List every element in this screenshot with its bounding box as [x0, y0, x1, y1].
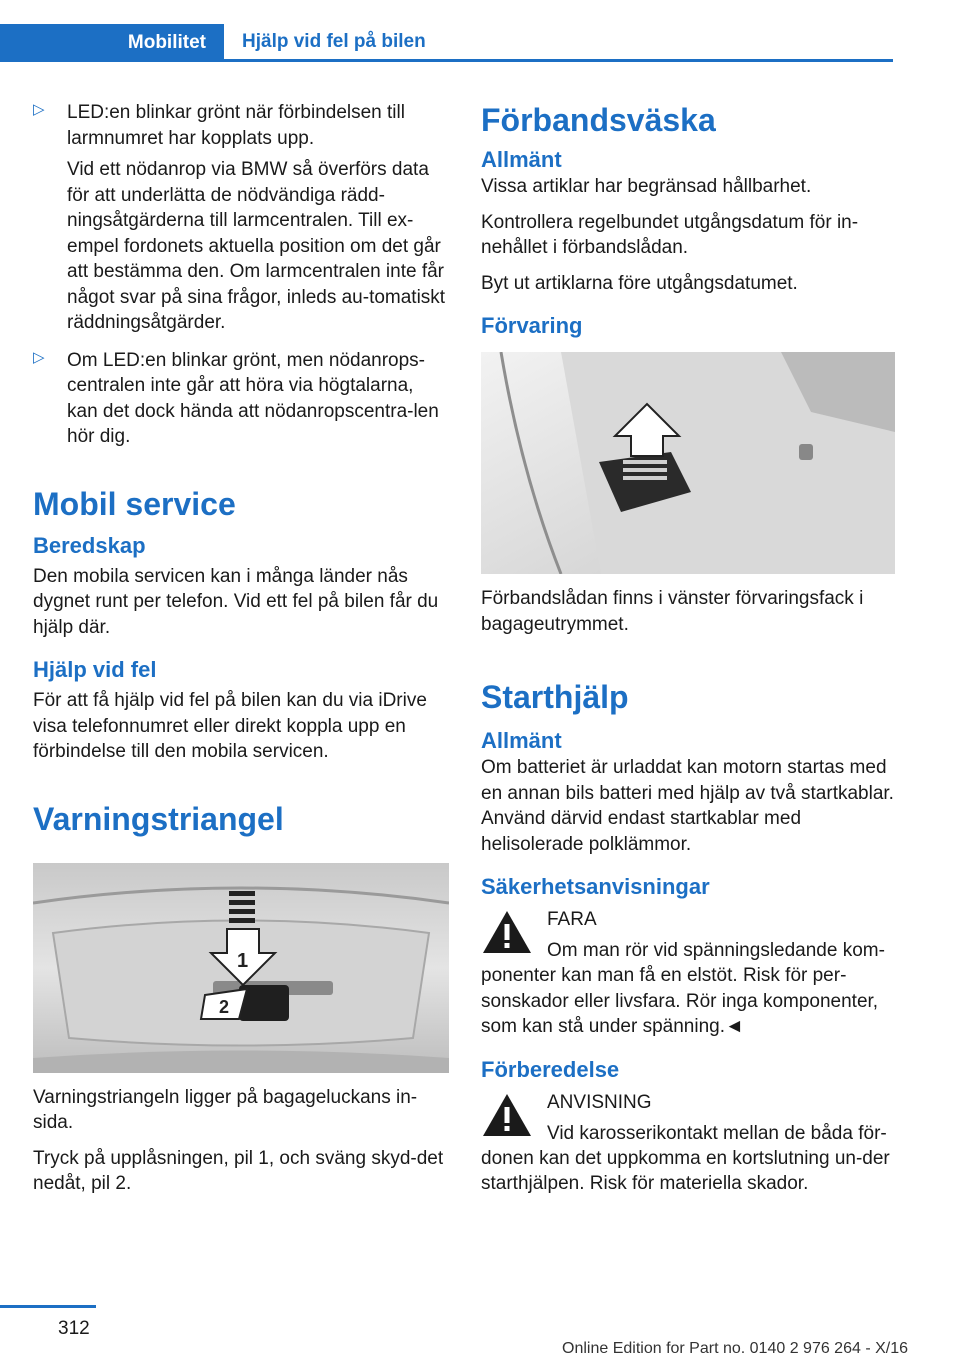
notice-label: ANVISNING: [547, 1091, 652, 1113]
danger-label: FARA: [547, 909, 597, 930]
notice-text: donen kan det uppkomma en kortslutning un-der starthjälpen. Risk för materiella skador.: [481, 1147, 890, 1194]
bullet-item: [33, 100, 449, 336]
figure-label-1: 1: [237, 949, 249, 972]
subsection-title-sakerhet: Säkerhetsanvisningar: [481, 874, 710, 899]
notice-text-first-line: Vid karosserikontakt mellan de båda för-: [547, 1122, 887, 1144]
paragraph: Varningstriangeln ligger på bagageluckans in-sida.: [33, 1086, 418, 1133]
notice: [481, 1090, 897, 1197]
danger-text: ponenter kan man få en elstöt. Risk för per-sonskador eller livsfara. Rör inga komponenter, som kan stå under spänning.◄: [481, 965, 879, 1037]
section-title-starthjalp: Starthjälp: [481, 679, 629, 715]
paragraph: Byt ut artiklarna före utgångsdatumet.: [481, 272, 798, 294]
section-title-mobil-service: Mobil service: [33, 485, 236, 522]
trunk-lid-figure: [33, 863, 449, 1073]
storage-compartment-figure: [481, 352, 895, 574]
subsection-title-beredskap: Beredskap: [33, 532, 146, 558]
edition-note: Online Edition for Part no. 0140 2 976 264 - X/16: [562, 1340, 909, 1357]
subsection-title-forberedelse: Förberedelse: [481, 1056, 620, 1082]
bullet-triangle-icon: ▷: [33, 101, 45, 118]
bullet-item: [33, 348, 449, 450]
tab-section-title: Hjälp vid fel på bilen: [242, 30, 426, 52]
figure-label-2: 2: [219, 996, 230, 1017]
bullet-triangle-icon: ▷: [33, 348, 45, 366]
paragraph: Förbandslådan finns i vänster förvaringsfack i bagageutrymmet.: [481, 588, 864, 635]
right-column: [481, 100, 897, 1207]
bullet-text: Vid ett nödanrop via BMW så överförs data för att underlätta de nödvändiga rädd-ningsåtgärderna till larmcentralen. Till ex-empel fordonets aktuella position om det går att bestämma den. Om larmcentralen inte får något svar på sina frågor, inleds au-tomatiskt räddningsåtgärder.: [67, 159, 446, 333]
danger-notice: [481, 907, 897, 1040]
warning-triangle-icon: [481, 1092, 533, 1138]
subsection-title-hjalp: Hjälp vid fel: [33, 657, 157, 682]
footer-rule: [0, 1305, 96, 1308]
storage-compartment-illustration: [481, 352, 895, 574]
header-rule: [0, 59, 893, 62]
left-column: [33, 100, 449, 1207]
page-header: [0, 0, 893, 62]
paragraph: Den mobila servicen kan i många länder nås dygnet runt per telefon. Vid ett fel på bilen får du hjälp där.: [33, 565, 439, 638]
paragraph: Tryck på upplåsningen, pil 1, och sväng skyd-det nedåt, pil 2.: [33, 1147, 444, 1194]
subsection-title-allmant: Allmänt: [481, 147, 562, 172]
bullet-text: LED:en blinkar grönt när förbindelsen till larmnumret har kopplats upp.: [67, 102, 405, 149]
section-title-forbandsvaska: Förbandsväska: [481, 102, 716, 138]
paragraph: Kontrollera regelbundet utgångsdatum för in-nehållet i förbandslådan.: [481, 211, 859, 258]
section-title-varningstriangel: Varningstriangel: [33, 800, 284, 837]
paragraph: Vissa artiklar har begränsad hållbarhet.: [481, 176, 812, 197]
paragraph: För att få hjälp vid fel på bilen kan du via iDrive visa telefonnumret eller direkt koppla upp en förbindelse till den mobila servicen.: [33, 690, 427, 762]
page-number: 312: [58, 1318, 90, 1339]
subsection-title-forvaring: Förvaring: [481, 313, 583, 338]
paragraph: Om batteriet är urladdat kan motorn startas med en annan bils batteri med hjälp av två startkablar. Använd därvid endast startkablar med helisolerade polklämmor.: [481, 757, 894, 855]
danger-text-first-line: Om man rör vid spänningsledande kom-: [547, 940, 885, 961]
tab-mobilitet: Mobilitet: [0, 24, 224, 62]
trunk-lid-illustration: [33, 863, 449, 1073]
subsection-title-start-allmant: Allmänt: [481, 728, 562, 753]
warning-triangle-icon: [481, 909, 533, 955]
bullet-text: Om LED:en blinkar grönt, men nödanrops-centralen inte går att höra via högtalarna, kan det dock hända att nödanropscentra-len hör dig.: [67, 349, 439, 447]
